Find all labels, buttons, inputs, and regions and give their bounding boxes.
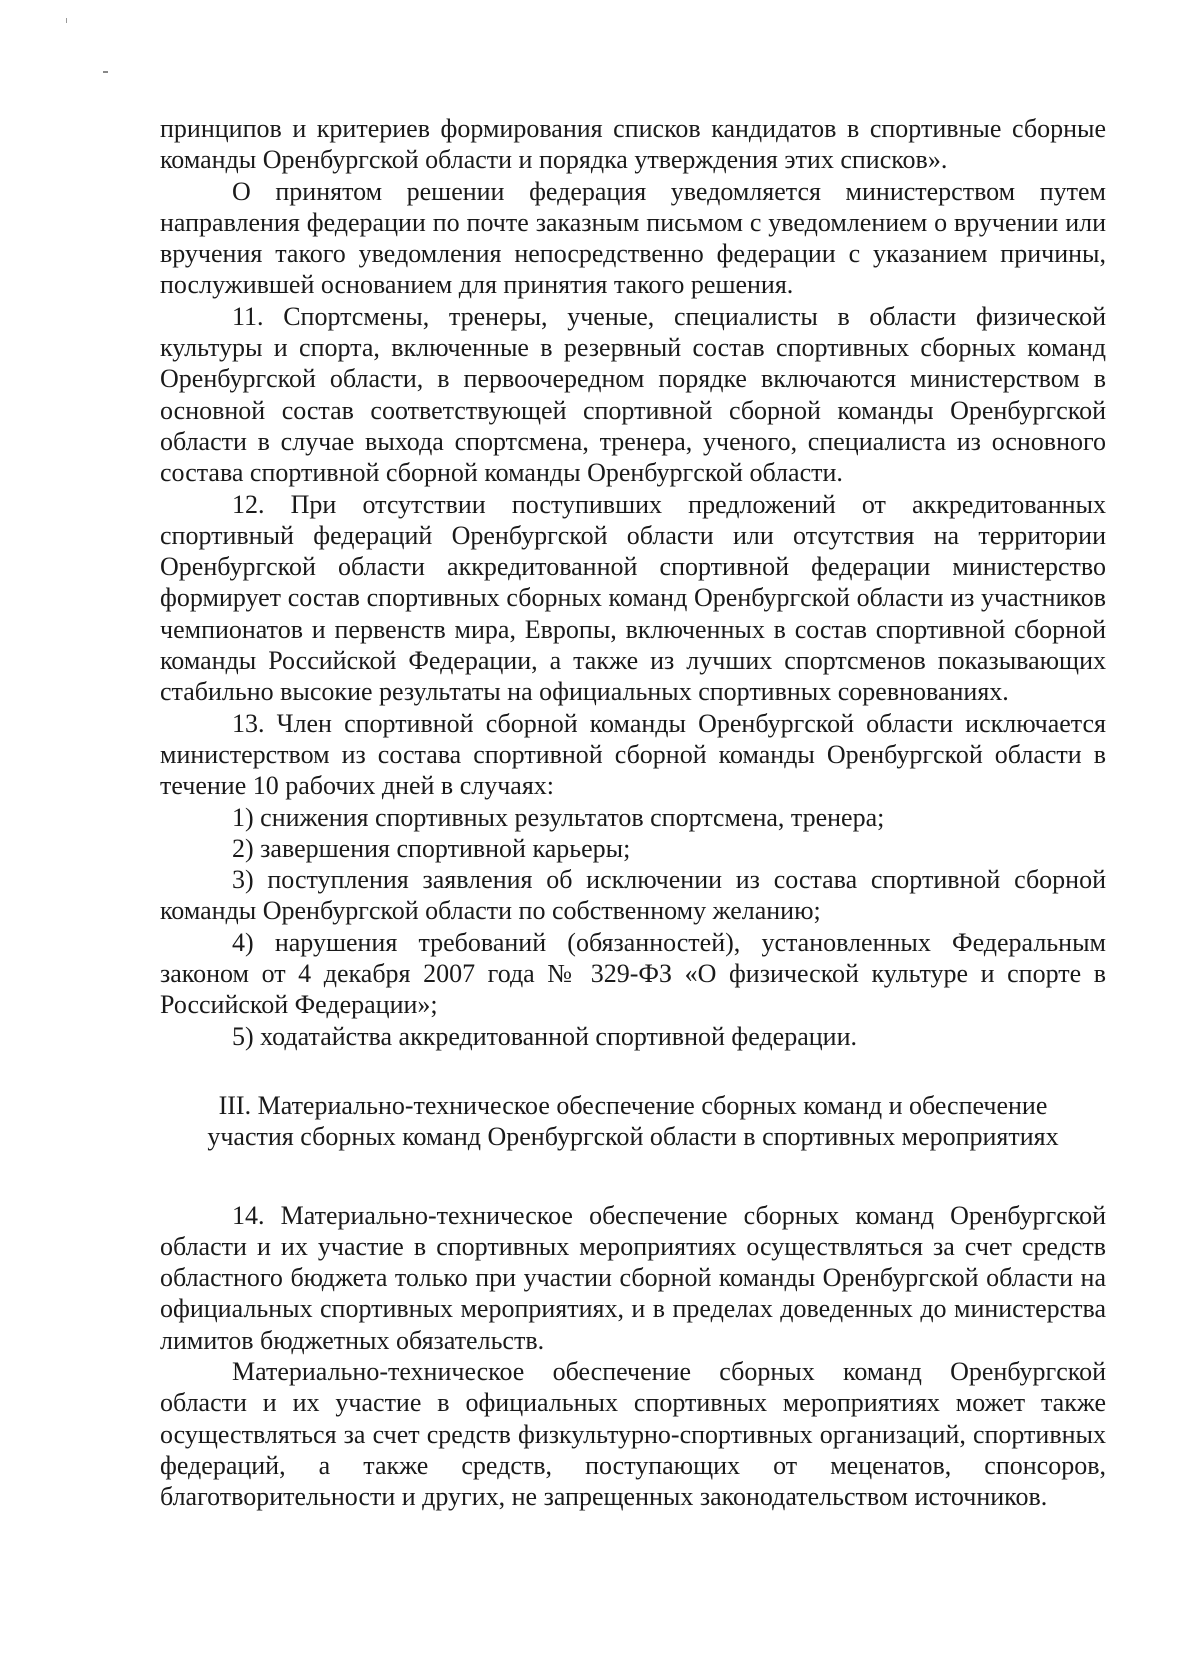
list-item-3: 3) поступления заявления об исключении из состава спортивной сборной команды Оренбургской области по собственному желанию; — [160, 865, 1106, 926]
section-heading-line1: III. Материально-техническое обеспечение сборных команд и обеспечение — [218, 1090, 1048, 1120]
paragraph-funding-sources: Материально-техническое обеспечение сборных команд Оренбургской области и их участие в официальных спортивных мероприятиях может также осуществляться за счет средств физкультурно-спортивных организаций, спортивных федераций, а также средств, поступающих от меценатов, спонсоров, благотворительности и других, не запрещенных законодательством источников. — [160, 1356, 1106, 1512]
paragraph-notification: О принятом решении федерация уведомляется министерством путем направления федерации по почте заказным письмом с уведомлением о вручении или вручения такого уведомления непосредственно федерации с указанием причины, послужившей основанием для принятия такого решения. — [160, 176, 1106, 300]
section-heading-line2: участия сборных команд Оренбургской области в спортивных мероприятиях — [207, 1122, 1059, 1152]
section-heading — [160, 1090, 1106, 1153]
paragraph-item-12: 12. При отсутствии поступивших предложений от аккредитованных спортивный федераций Оренбургской области или отсутствия на территории Оренбургской области аккредитованной спортивной федерации министерство формирует состав спортивных сборных команд Оренбургской области из участников чемпионатов и первенств мира, Европы, включенных в состав спортивной сборной команды Российской Федерации, а также из лучших спортсменов показывающих стабильно высокие результаты на официальных спортивных соревнованиях. — [160, 489, 1106, 707]
list-item-4: 4) нарушения требований (обязанностей), установленных Федеральным законом от 4 декабря 2007 года № 329-ФЗ «О физической культуре и спорте в Российской Федерации»; — [160, 927, 1106, 1020]
paragraph-item-13: 13. Член спортивной сборной команды Оренбургской области исключается министерством из состава спортивной сборной команды Оренбургской области в течение 10 рабочих дней в случаях: — [160, 708, 1106, 801]
paragraph-item-14: 14. Материально-техническое обеспечение сборных команд Оренбургской области и их участие в спортивных мероприятиях осуществляться за счет средств областного бюджета только при участии сборной команды Оренбургской области на официальных спортивных мероприятиях, и в пределах доведенных до министерства лимитов бюджетных обязательств. — [160, 1200, 1106, 1355]
paragraph-continuation: принципов и критериев формирования списков кандидатов в спортивные сборные команды Оренбургской области и порядка утверждения этих списков». — [160, 114, 1106, 175]
document-body — [160, 113, 1106, 1512]
paragraph-item-11: 11. Спортсмены, тренеры, ученые, специалисты в области физической культуры и спорта, включенные в резервный состав спортивных сборных команд Оренбургской области, в первоочередном порядке включаются министерством в основной состав соответствующей спортивной сборной команды Оренбургской области в случае выхода спортсмена, тренера, ученого, специалиста из основного состава спортивной сборной команды Оренбургской области. — [160, 301, 1106, 488]
list-item-2: 2) завершения спортивной карьеры; — [232, 833, 631, 863]
scan-artifact-mark — [103, 71, 108, 73]
list-item-5: 5) ходатайства аккредитованной спортивной федерации. — [232, 1021, 857, 1051]
scan-artifact-mark — [66, 18, 67, 23]
list-item-1: 1) снижения спортивных результатов спортсмена, тренера; — [232, 802, 885, 832]
